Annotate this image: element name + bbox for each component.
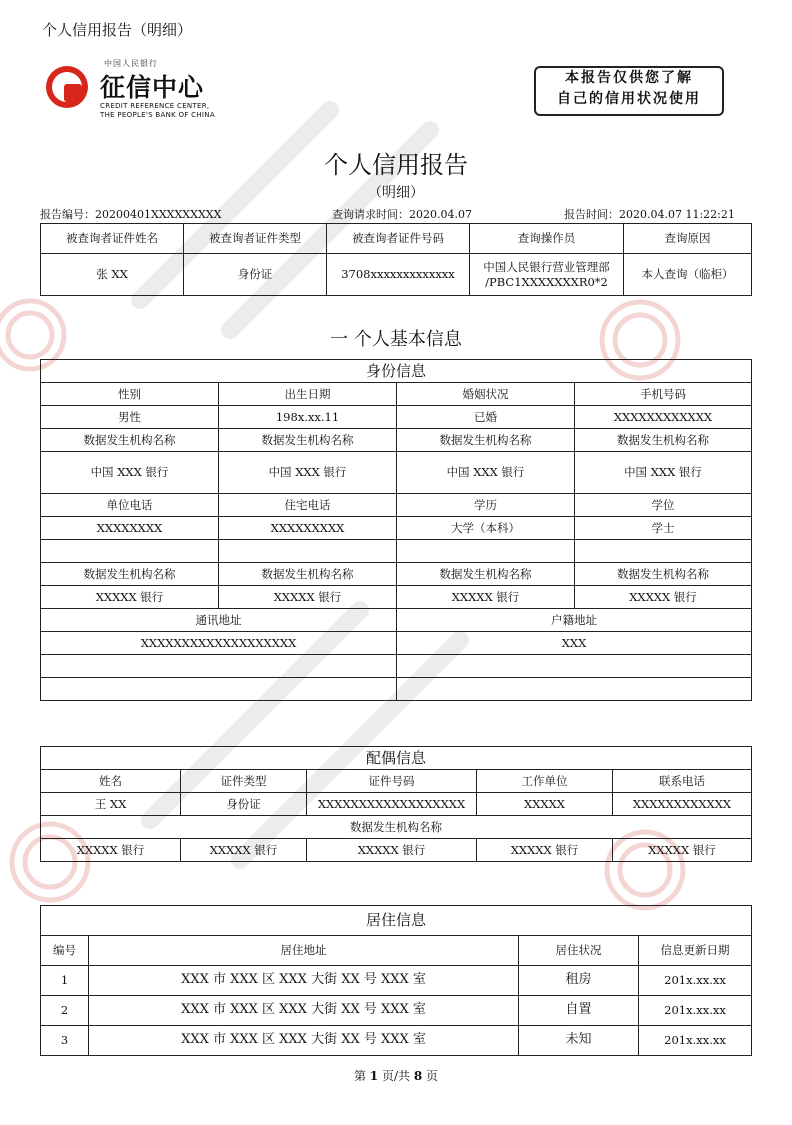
spouse-info-table [40, 746, 752, 862]
identity-label: 住宅电话 [219, 494, 397, 517]
spouse-header-cell: 工作单位 [477, 770, 613, 793]
household-address-label: 户籍地址 [397, 609, 752, 632]
query-header-cell: 被查询者证件号码 [327, 224, 470, 254]
logo-en-line1: CREDIT REFERENCE CENTER, [100, 102, 210, 110]
subject-name: 张 XX [41, 254, 184, 296]
report-number: 报告编号：20200401XXXXXXXXX [40, 208, 222, 221]
household-address-value: XXX [397, 632, 752, 655]
identity-label: 婚姻状况 [397, 383, 575, 406]
spouse-header-cell: 联系电话 [613, 770, 752, 793]
org-value: 中国 XXX 银行 [41, 452, 219, 494]
spouse-header-cell: 证件类型 [181, 770, 307, 793]
empty-cell [41, 678, 397, 701]
gender-value: 男性 [41, 406, 219, 429]
birthdate-value: 198x.xx.11 [219, 406, 397, 429]
residence-header-cell: 居住地址 [89, 936, 519, 966]
page-subtitle: （明细） [368, 185, 424, 201]
org-value: XXXXX 银行 [307, 839, 477, 862]
residence-update-date: 201x.xx.xx [639, 996, 752, 1026]
org-value: XXXXX 银行 [41, 839, 181, 862]
residence-header-cell: 居住状况 [519, 936, 639, 966]
logo-main-text: 征信中心 [100, 73, 205, 102]
org-label: 数据发生机构名称 [575, 563, 752, 586]
table-row [41, 996, 752, 1026]
org-value: XXXXX 银行 [219, 586, 397, 609]
credit-center-logo-icon [46, 66, 88, 108]
identity-label: 性别 [41, 383, 219, 406]
org-value: 中国 XXX 银行 [397, 452, 575, 494]
subject-id-type: 身份证 [184, 254, 327, 296]
identity-label: 学历 [397, 494, 575, 517]
section-basic-info-title: 一 个人基本信息 [330, 329, 462, 350]
empty-cell [41, 540, 219, 563]
report-header-title: 个人信用报告（明细） [42, 21, 193, 39]
page-mid: 页/共 [381, 1069, 411, 1083]
empty-cell [397, 655, 752, 678]
table-row [41, 1026, 752, 1056]
org-label: 数据发生机构名称 [575, 429, 752, 452]
empty-cell [575, 540, 752, 563]
residence-status: 未知 [519, 1026, 639, 1056]
page-title: 个人信用报告 [324, 151, 468, 179]
query-reason: 本人查询（临柜） [624, 254, 752, 296]
org-label: 数据发生机构名称 [219, 429, 397, 452]
org-label: 数据发生机构名称 [41, 563, 219, 586]
stamp-line2: 自己的信用状况使用 [557, 91, 701, 107]
table-row [41, 966, 752, 996]
spouse-section-title: 配偶信息 [41, 747, 752, 770]
empty-cell [41, 655, 397, 678]
spouse-org-label: 数据发生机构名称 [41, 816, 752, 839]
query-request-time: 查询请求时间：2020.04.07 [332, 208, 472, 221]
page-post: 页 [426, 1069, 439, 1083]
spouse-header-cell: 证件号码 [307, 770, 477, 793]
identity-label: 学位 [575, 494, 752, 517]
identity-section-title: 身份信息 [41, 360, 752, 383]
spouse-id-number: XXXXXXXXXXXXXXXXXX [307, 793, 477, 816]
query-operator [470, 254, 624, 296]
query-header-cell: 被查询者证件姓名 [41, 224, 184, 254]
identity-label: 出生日期 [219, 383, 397, 406]
query-header-cell: 查询操作员 [470, 224, 624, 254]
org-value: 中国 XXX 银行 [219, 452, 397, 494]
mailing-address-value: XXXXXXXXXXXXXXXXXXX [41, 632, 397, 655]
operator-line2: /PBC1XXXXXXXR0*2 [485, 274, 608, 289]
org-value: XXXXX 银行 [477, 839, 613, 862]
marital-status-value: 已婚 [397, 406, 575, 429]
residence-status: 自置 [519, 996, 639, 1026]
empty-cell [219, 540, 397, 563]
page-number [0, 1067, 792, 1084]
residence-no: 1 [41, 966, 89, 996]
operator-line1: 中国人民银行营业管理部 [483, 260, 610, 275]
spouse-phone: XXXXXXXXXXXX [613, 793, 752, 816]
residence-no: 2 [41, 996, 89, 1026]
identity-label: 手机号码 [575, 383, 752, 406]
org-value: XXXXX 银行 [575, 586, 752, 609]
spouse-id-type: 身份证 [181, 793, 307, 816]
org-value: XXXXX 银行 [181, 839, 307, 862]
query-header-cell: 查询原因 [624, 224, 752, 254]
subject-id-number: 3708xxxxxxxxxxxxx [327, 254, 470, 296]
residence-update-date: 201x.xx.xx [639, 1026, 752, 1056]
residence-status: 租房 [519, 966, 639, 996]
org-label: 数据发生机构名称 [397, 563, 575, 586]
degree-value: 学士 [575, 517, 752, 540]
org-label: 数据发生机构名称 [219, 563, 397, 586]
residence-info-table [40, 905, 752, 1056]
residence-header-cell: 信息更新日期 [639, 936, 752, 966]
empty-cell [397, 540, 575, 563]
org-label: 数据发生机构名称 [41, 429, 219, 452]
query-header-cell: 被查询者证件类型 [184, 224, 327, 254]
mobile-value: XXXXXXXXXXXX [575, 406, 752, 429]
page-total: 8 [413, 1069, 423, 1083]
mailing-address-label: 通讯地址 [41, 609, 397, 632]
residence-header-cell: 编号 [41, 936, 89, 966]
org-value: 中国 XXX 银行 [575, 452, 752, 494]
empty-cell [397, 678, 752, 701]
work-phone-value: XXXXXXXX [41, 517, 219, 540]
identity-info-table [40, 359, 752, 701]
residence-update-date: 201x.xx.xx [639, 966, 752, 996]
query-info-table [40, 223, 752, 296]
page-pre: 第 [353, 1069, 366, 1083]
page-current: 1 [369, 1069, 379, 1083]
identity-label: 单位电话 [41, 494, 219, 517]
logo-pbc-text: 中国人民银行 [104, 59, 158, 68]
org-value: XXXXX 银行 [41, 586, 219, 609]
residence-address: XXX 市 XXX 区 XXX 大街 XX 号 XXX 室 [89, 1026, 519, 1056]
education-value: 大学（本科） [397, 517, 575, 540]
residence-section-title: 居住信息 [41, 906, 752, 936]
usage-notice-stamp [534, 66, 724, 116]
spouse-name: 王 XX [41, 793, 181, 816]
org-value: XXXXX 银行 [397, 586, 575, 609]
logo-en-line2: THE PEOPLE'S BANK OF CHINA [100, 111, 215, 119]
residence-no: 3 [41, 1026, 89, 1056]
spouse-header-cell: 姓名 [41, 770, 181, 793]
home-phone-value: XXXXXXXXX [219, 517, 397, 540]
residence-address: XXX 市 XXX 区 XXX 大街 XX 号 XXX 室 [89, 996, 519, 1026]
org-label: 数据发生机构名称 [397, 429, 575, 452]
org-value: XXXXX 银行 [613, 839, 752, 862]
residence-address: XXX 市 XXX 区 XXX 大街 XX 号 XXX 室 [89, 966, 519, 996]
spouse-employer: XXXXX [477, 793, 613, 816]
report-time: 报告时间：2020.04.07 11:22:21 [564, 208, 735, 221]
stamp-line1: 本报告仅供您了解 [565, 70, 693, 86]
